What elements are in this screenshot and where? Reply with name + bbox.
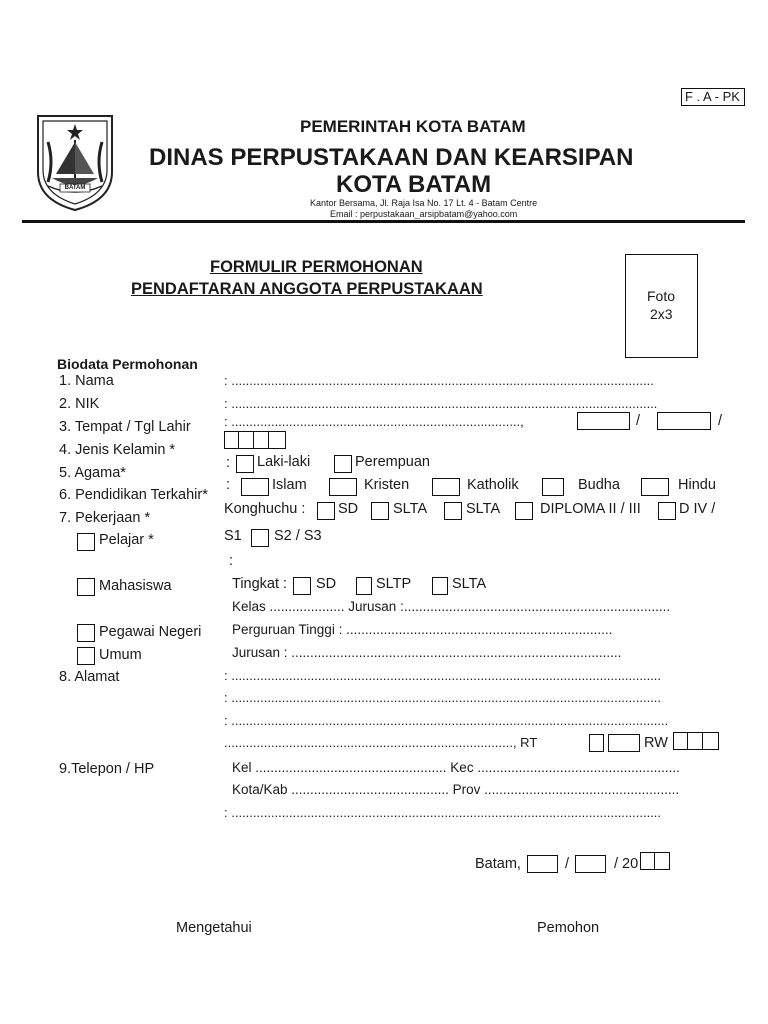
checkbox-mahasiswa[interactable]	[77, 578, 95, 596]
label-pend-diploma: DIPLOMA II / III	[540, 501, 641, 517]
label-pend-sd: SD	[338, 501, 359, 517]
field-nik[interactable]: : ......................................................................................................................	[224, 396, 658, 411]
batam-crest-icon	[34, 112, 116, 214]
government-name: PEMERINTAH KOTA BATAM	[300, 117, 526, 136]
field-telepon[interactable]: : .......................................................................................................................	[224, 805, 662, 820]
rw-boxes[interactable]	[673, 732, 719, 750]
date-month-box[interactable]	[575, 855, 606, 873]
field-alamat-3[interactable]: : .........................................................................................................................	[224, 713, 669, 728]
label-konghuchu: Konghuchu :	[224, 501, 306, 517]
label-pendidikan: 6. Pendidikan Terkahir*	[59, 487, 208, 503]
logo-text: BATAM	[64, 185, 86, 191]
label-pekerjaan: 7. Pekerjaan *	[59, 510, 151, 526]
label-alamat: 8. Alamat	[59, 669, 120, 685]
checkbox-islam[interactable]	[241, 478, 269, 496]
date-slash: /	[565, 856, 570, 872]
checkbox-pelajar[interactable]	[77, 533, 95, 551]
field-alamat-1[interactable]: : .......................................................................................................................	[224, 668, 662, 683]
rt-box-1[interactable]	[589, 734, 604, 752]
city-logo	[34, 112, 116, 214]
pekerjaan-colon: :	[229, 553, 234, 569]
checkbox-pend-diploma[interactable]	[515, 502, 533, 520]
checkbox-perempuan[interactable]	[334, 455, 352, 473]
checkbox-umum[interactable]	[77, 647, 95, 665]
label-nama: 1. Nama	[59, 373, 114, 389]
label-kristen: Kristen	[364, 477, 410, 493]
label-tingkat-slta: SLTA	[452, 576, 487, 592]
checkbox-tingkat-sd[interactable]	[293, 577, 311, 595]
checkbox-tingkat-slta[interactable]	[432, 577, 448, 595]
label-pend-s1: S1	[224, 528, 242, 544]
checkbox-budha[interactable]	[542, 478, 564, 496]
rt-box-2[interactable]	[608, 734, 640, 752]
label-batam: Batam,	[475, 856, 521, 872]
form-title-line2: PENDAFTARAN ANGGOTA PERPUSTAKAAN	[131, 280, 483, 298]
checkbox-pend-div[interactable]	[658, 502, 676, 520]
checkbox-pend-s2[interactable]	[251, 529, 269, 547]
header-rule-thick	[22, 220, 745, 223]
photo-label-2: 2x3	[650, 306, 673, 322]
checkbox-hindu[interactable]	[641, 478, 669, 496]
label-tingkat: Tingkat :	[232, 576, 288, 592]
field-alamat-2[interactable]: : .......................................................................................................................	[224, 690, 662, 705]
label-umum: Umum	[99, 647, 142, 663]
checkbox-laki-laki[interactable]	[236, 455, 254, 473]
label-laki-laki: Laki-laki	[257, 454, 311, 470]
label-agama: 5. Agama*	[59, 465, 126, 481]
field-alamat-4[interactable]: ................................................................................, RT	[224, 735, 538, 750]
date-year-prefix: / 20	[614, 856, 639, 872]
signature-mengetahui: Mengetahui	[176, 920, 252, 936]
field-jurusan[interactable]: Jurusan : ........................................................................................	[232, 645, 622, 660]
checkbox-pend-slta-2[interactable]	[444, 502, 462, 520]
label-katholik: Katholik	[467, 477, 519, 493]
jk-colon: :	[226, 455, 231, 471]
agency-name-line1: DINAS PERPUSTAKAAN DAN KEARSIPAN	[149, 144, 634, 171]
ttl-year-boxes[interactable]	[224, 431, 286, 449]
form-code: F . A - PK	[685, 89, 740, 104]
photo-label-1: Foto	[647, 288, 676, 304]
agency-name-line2: KOTA BATAM	[336, 171, 492, 198]
date-day-box[interactable]	[527, 855, 558, 873]
field-perguruan-tinggi[interactable]: Perguruan Tinggi : .......................................................................	[232, 622, 613, 637]
field-ttl[interactable]: : ................................................................................,	[224, 414, 524, 429]
field-nama[interactable]: : .....................................................................................................................	[224, 373, 654, 388]
label-pend-slta-1: SLTA	[393, 501, 428, 517]
label-pelajar: Pelajar *	[99, 532, 154, 548]
label-rw: RW	[644, 735, 668, 751]
checkbox-pend-sd[interactable]	[317, 502, 335, 520]
checkbox-pegawai-negeri[interactable]	[77, 624, 95, 642]
label-pend-s2: S2 / S3	[274, 528, 322, 544]
field-kel-kec[interactable]: Kel ................................................... Kec ......................................................	[232, 760, 680, 775]
agency-address: Kantor Bersama, Jl. Raja Isa No. 17 Lt. 4 - Batam Centre	[310, 198, 538, 208]
label-pend-slta-2: SLTA	[466, 501, 501, 517]
label-telepon: 9.Telepon / HP	[59, 761, 155, 777]
date-year-boxes[interactable]	[640, 852, 670, 870]
ttl-slash-1: /	[636, 413, 641, 429]
checkbox-kristen[interactable]	[329, 478, 357, 496]
label-mahasiswa: Mahasiswa	[99, 578, 172, 594]
field-kota-prov[interactable]: Kota/Kab .......................................... Prov ....................................................	[232, 782, 680, 797]
ttl-slash-2: /	[718, 413, 723, 429]
signature-pemohon: Pemohon	[537, 920, 600, 936]
ttl-day-box[interactable]	[577, 412, 630, 430]
checkbox-tingkat-sltp[interactable]	[356, 577, 372, 595]
agency-email: Email : perpustakaan_arsipbatam@yahoo.com	[330, 209, 518, 219]
agama-colon: :	[226, 477, 231, 493]
label-ttl: 3. Tempat / Tgl Lahir	[59, 419, 191, 435]
label-budha: Budha	[578, 477, 620, 493]
label-tingkat-sltp: SLTP	[376, 576, 412, 592]
label-nik: 2. NIK	[59, 396, 100, 412]
label-perempuan: Perempuan	[355, 454, 430, 470]
label-pend-div: D IV /	[679, 501, 716, 517]
form-title-line1: FORMULIR PERMOHONAN	[210, 258, 423, 276]
field-kelas-jurusan[interactable]: Kelas .................... Jurusan :.......................................................................	[232, 599, 671, 614]
checkbox-katholik[interactable]	[432, 478, 460, 496]
checkbox-pend-slta-1[interactable]	[371, 502, 389, 520]
ttl-month-box[interactable]	[657, 412, 711, 430]
label-pegawai-negeri: Pegawai Negeri	[99, 624, 202, 640]
label-hindu: Hindu	[678, 477, 716, 493]
label-tingkat-sd: SD	[316, 576, 337, 592]
section-title: Biodata Permohonan	[57, 356, 198, 372]
label-jenis-kelamin: 4. Jenis Kelamin *	[59, 442, 176, 458]
label-islam: Islam	[272, 477, 307, 493]
